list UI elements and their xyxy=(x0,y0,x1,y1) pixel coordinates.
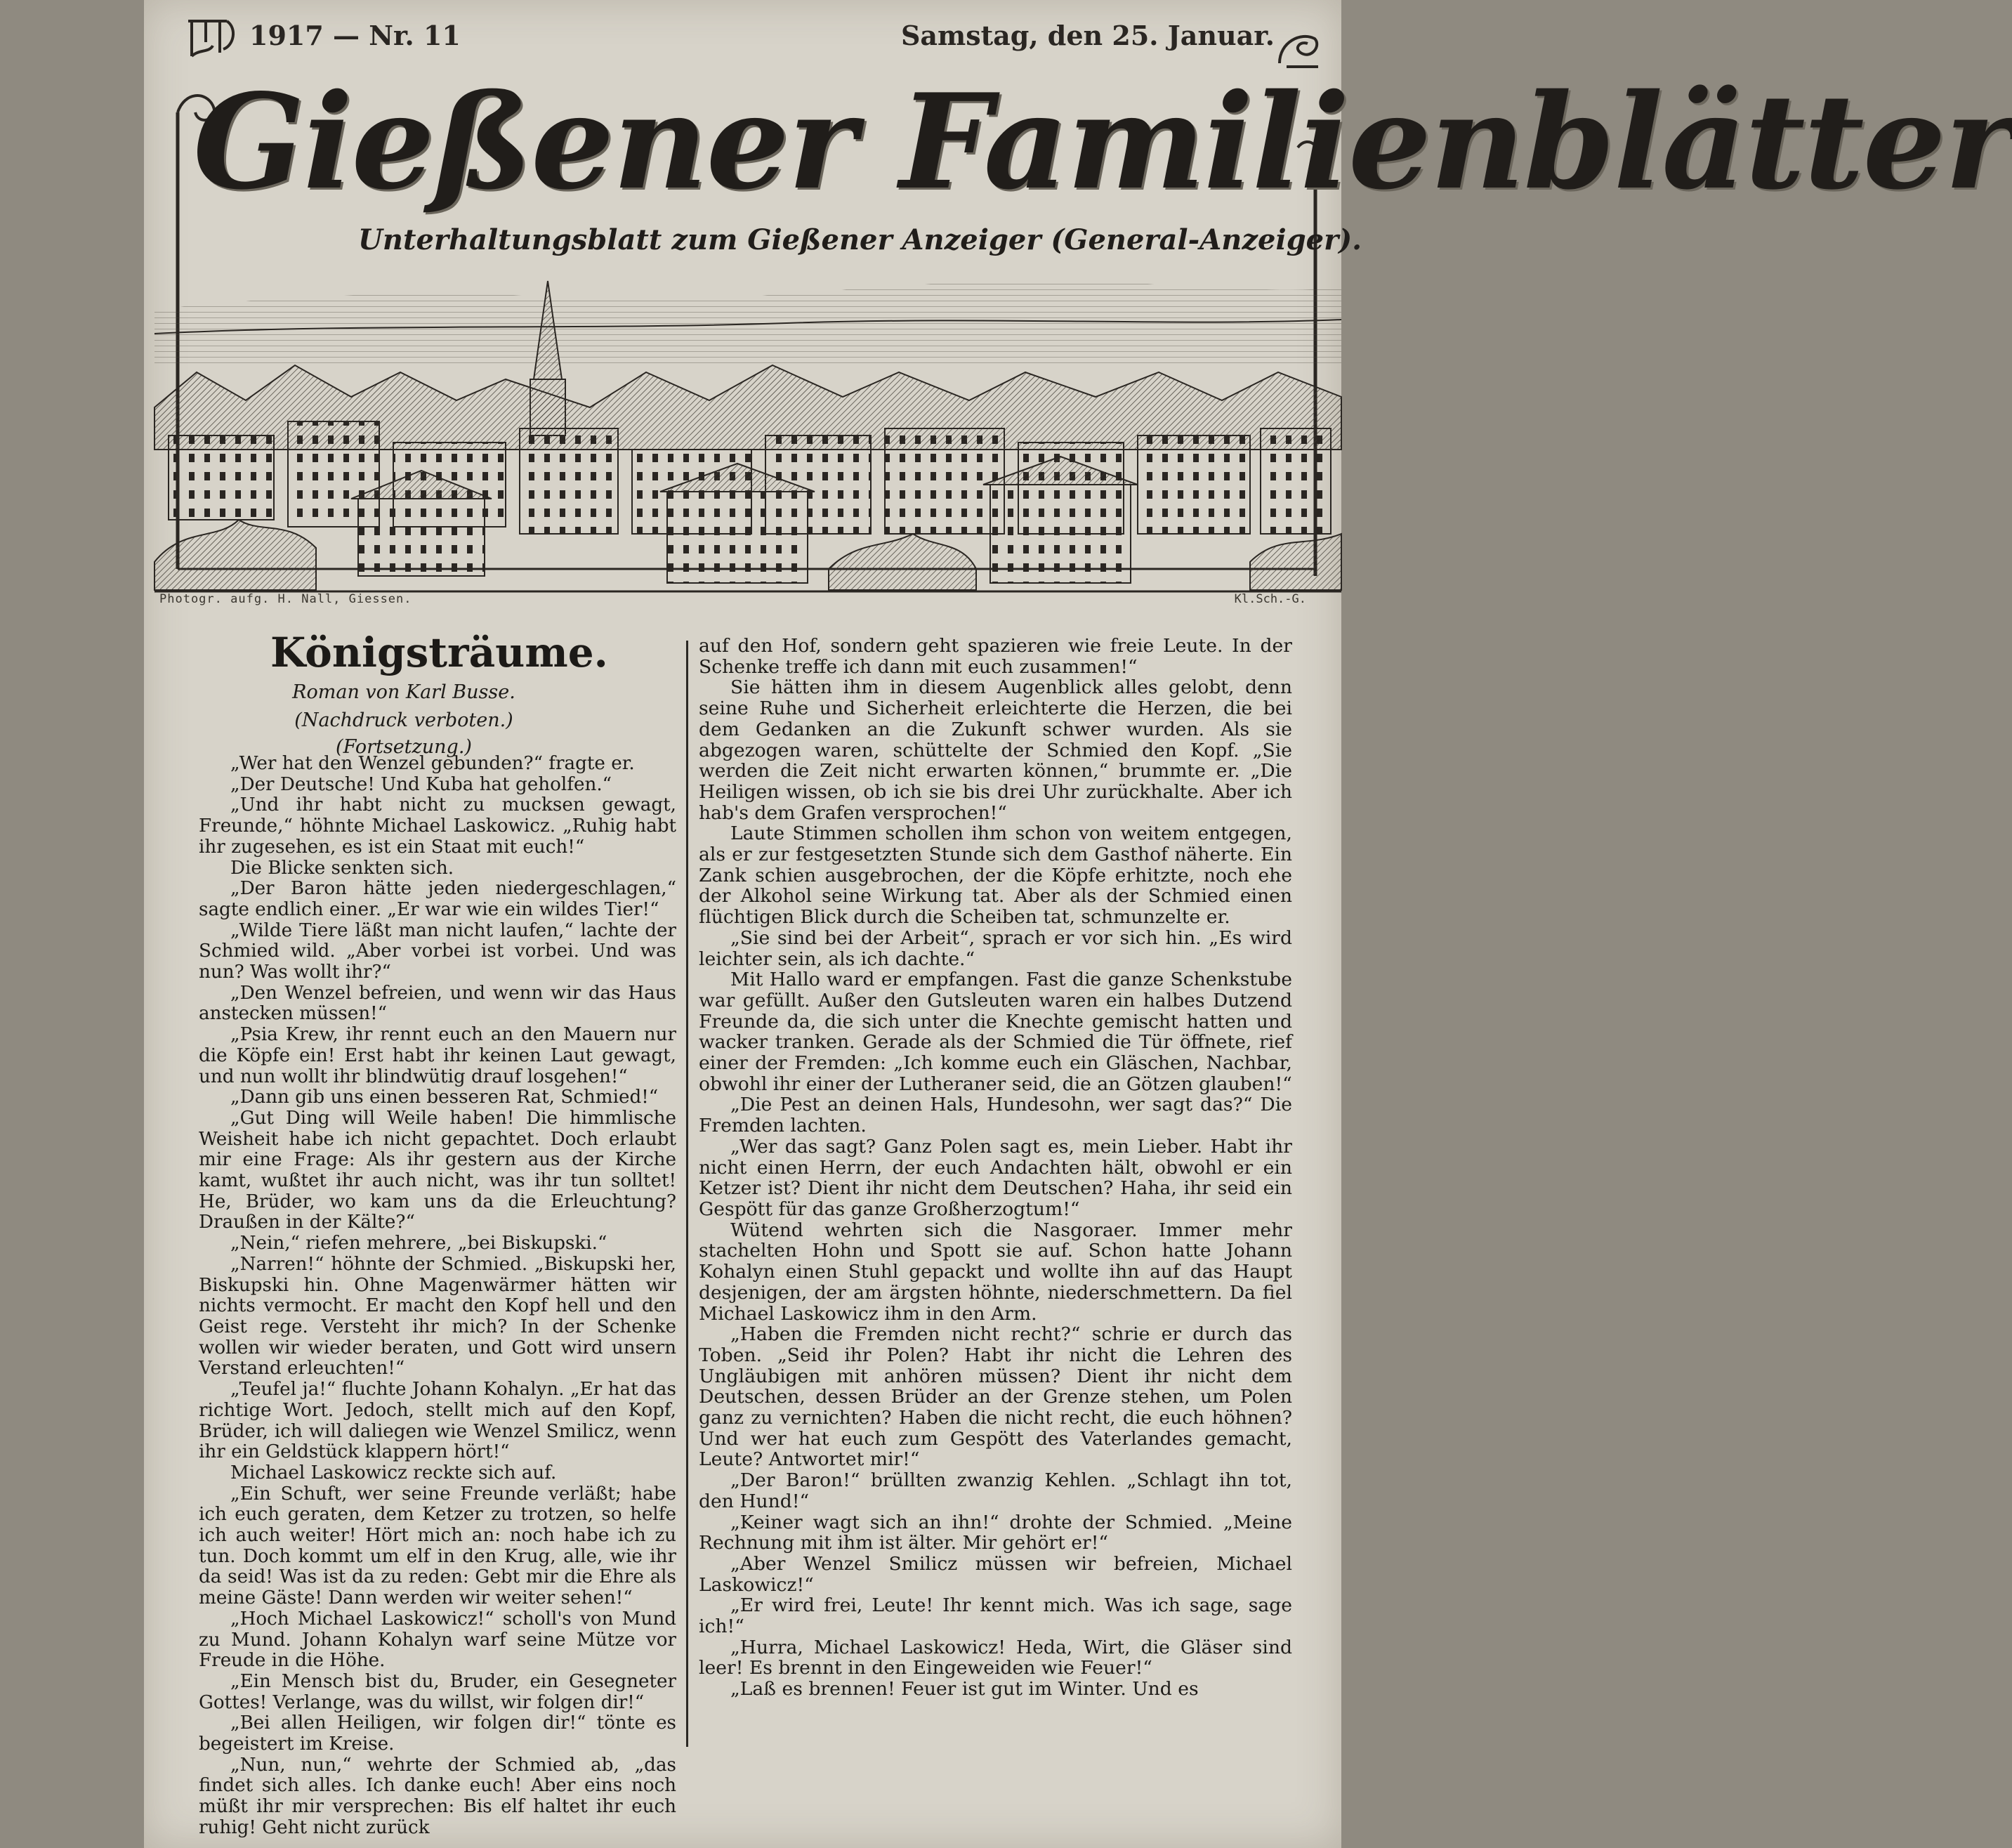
paragraph: „Wilde Tiere läßt man nicht laufen,“ lachte der Schmied wild. „Aber vorbei ist vorbei. Und was nun? Was wollt ihr?“ xyxy=(199,919,676,983)
paragraph: „Die Pest an deinen Hals, Hundesohn, wer sagt das?“ Die Fremden lachten. xyxy=(699,1094,1292,1137)
paragraph: Michael Laskowicz reckte sich auf. xyxy=(230,1462,557,1483)
issue-date: Samstag, den 25. Januar. xyxy=(900,20,1275,51)
paragraph: Sie hätten ihm in diesem Augenblick alles gelobt, denn seine Ruhe und Sicherheit erleichterte die Herzen, die bei dem Gedanken an die Zukunft schwer wurden. Als sie abgezogen waren, schüttelte der Schmied den Kopf. „Sie werden die Zeit nicht erwarten können,“ brummte er. „Die Heiligen wissen, ob ich sie bis drei Uhr zurückhalte. Aber ich hab's dem Grafen versprochen!“ xyxy=(699,676,1292,824)
paragraph: „Und ihr habt nicht zu mucksen gewagt, Freunde,“ höhnte Michael Laskowicz. „Ruhig habt ihr zugesehen, es ist ein Staat mit euch!“ xyxy=(199,794,676,858)
photo-credit: Photogr. aufg. H. Nall, Giessen. xyxy=(159,592,412,606)
paragraph: Mit Hallo ward er empfangen. Fast die ganze Schenkstube war gefüllt. Außer den Gutsleuten waren ein halbes Dutzend Freunde da, die sich unter die Knechte gemischt hatten und wacker tranken. Gerade als der Schmied die Tür öffnete, rief einer der Fremden: „Ich komme euch ein Gläschen, Nachbar, obwohl ihr einer der Lutheraner seid, die an Götzen glauben!“ xyxy=(699,969,1292,1095)
masthead-subtitle: Unterhaltungsblatt zum Gießener Anzeiger (General-Anzeiger). xyxy=(358,223,1362,256)
paragraph: „Den Wenzel befreien, und wenn wir das Haus anstecken müssen!“ xyxy=(199,982,676,1025)
paragraph: „Der Deutsche! Und Kuba hat geholfen.“ xyxy=(230,773,612,795)
engraver-credit: Kl.Sch.-G. xyxy=(1234,592,1306,606)
paragraph: „Narren!“ höhnte der Schmied. „Biskupski her, Biskupski hin. Ohne Magenwärmer hätten wir nichts vermocht. Er macht den Kopf hell und den Geist rege. Versteht ihr mich? In der Schenke wollen wir wieder beraten, und Gott wird unsern Verstand erleuchten!“ xyxy=(199,1253,676,1380)
reprint-notice: (Nachdruck verboten.) xyxy=(294,709,513,731)
text-column-right xyxy=(699,636,1292,1700)
article-byline: Roman von Karl Busse. xyxy=(292,681,515,703)
paragraph: auf den Hof, sondern geht spazieren wie freie Leute. In der Schenke treffe ich dann mit euch zusammen!“ xyxy=(699,635,1292,678)
paragraph: „Wer das sagt? Ganz Polen sagt es, mein Lieber. Habt ihr nicht einen Herrn, der euch Andachten hält, obwohl er ein Ketzer ist? Dient ihr nicht dem Deutschen? Haha, ihr seid ein Gespött für das ganze Großherzogtum!“ xyxy=(699,1135,1292,1220)
paragraph: „Psia Krew, ihr rennt euch an den Mauern nur die Köpfe ein! Erst habt ihr keinen Laut gewagt, und nun wollt ihr blindwütig drauf losgehen!“ xyxy=(199,1024,676,1087)
paragraph: „Der Baron!“ brüllten zwanzig Kehlen. „Schlagt ihn tot, den Hund!“ xyxy=(699,1469,1292,1512)
city-engraving xyxy=(154,267,1341,597)
paragraph: „Keiner wagt sich an ihn!“ drohte der Schmied. „Meine Rechnung mit ihm ist älter. Mir gehört er!“ xyxy=(699,1511,1292,1554)
paragraph: „Haben die Fremden nicht recht?“ schrie er durch das Toben. „Seid ihr Polen? Habt ihr nicht die Lehren des Ungläubigen mit anhören müssen? Dient ihr nicht dem Deutschen, dessen Brüder an der Grenze stehen, um Polen ganz zu vernichten? Haben die nicht recht, die euch höhnen? Und wer hat euch zum Gespött des Vaterlandes gemacht, Leute? Antwortet mir!“ xyxy=(699,1323,1292,1471)
column-divider xyxy=(686,641,688,1747)
paragraph: „Nun, nun,“ wehrte der Schmied ab, „das findet sich alles. Ich danke euch! Aber eins noch müßt ihr mir versprechen: Bis elf haltet ihr euch ruhig! Geht nicht zurück xyxy=(199,1754,676,1838)
continuation-note: (Fortsetzung.) xyxy=(336,736,472,758)
paragraph: „Ein Schuft, wer seine Freunde verläßt; habe ich euch geraten, dem Ketzer zu trotzen, so helfe ich auch weiter! Hört mich an: noch habe ich zu tun. Doch kommt um elf in den Krug, alle, wie ihr da seid! Was ist da zu reden: Gebt mir die Ehre als meine Gäste! Dann werden wir weiter sehen!“ xyxy=(199,1483,676,1609)
paragraph: „Wer hat den Wenzel gebunden?“ fragte er. xyxy=(230,753,635,774)
paragraph: Die Blicke senkten sich. xyxy=(230,857,454,879)
paragraph: „Der Baron hätte jeden niedergeschlagen,“ sagte endlich einer. „Er war wie ein wildes Tier!“ xyxy=(199,878,676,920)
paragraph: „Dann gib uns einen besseren Rat, Schmied!“ xyxy=(230,1087,659,1108)
paragraph: „Hurra, Michael Laskowicz! Heda, Wirt, die Gläser sind leer! Es brennt in den Eingeweiden wie Feuer!“ xyxy=(699,1636,1292,1679)
paragraph: „Bei allen Heiligen, wir folgen dir!“ tönte es begeistert im Kreise. xyxy=(199,1712,676,1755)
paragraph: Wütend wehrten sich die Nasgoraer. Immer mehr stachelten Hohn und Spott sie auf. Schon hatte Johann Kohalyn einen Stuhl gepackt und wollte ihn auf das Haupt desjenigen, der am ärgsten höhnte, niederschmettern. Da fiel Michael Laskowicz ihm in den Arm. xyxy=(699,1219,1292,1325)
paragraph: „Nein,“ riefen mehrere, „bei Biskupski.“ xyxy=(230,1233,607,1254)
article-title: Königsträume. xyxy=(270,629,608,676)
issue-number: 1917 — Nr. 11 xyxy=(249,20,461,51)
newspaper-page xyxy=(144,0,2012,1848)
paragraph: „Teufel ja!“ fluchte Johann Kohalyn. „Er hat das richtige Wort. Jedoch, stellt mich auf den Kopf, Brüder, ich will daliegen wie Wenzel Smilicz, wenn ihr ein Geldstück klappern hört!“ xyxy=(199,1379,676,1463)
paragraph: Laute Stimmen schollen ihm schon von weitem entgegen, als er zur festgesetzten Stunde sich dem Gasthof näherte. Ein Zank schien ausgebrochen, der die Köpfe erhitzte, noch ehe der Alkohol seine Wirkung tat. Aber als der Schmied einen flüchtigen Blick durch die Scheiben tat, schmunzelte er. xyxy=(699,823,1292,929)
paragraph: „Sie sind bei der Arbeit“, sprach er vor sich hin. „Es wird leichter sein, als ich dachte.“ xyxy=(699,926,1292,970)
masthead-title: Gießener Familienblätter xyxy=(193,65,2012,218)
paragraph: „Er wird frei, Leute! Ihr kennt mich. Was ich sage, sage ich!“ xyxy=(699,1594,1292,1638)
paragraph: „Ein Mensch bist du, Bruder, ein Gesegneter Gottes! Verlange, was du willst, wir folgen dir!“ xyxy=(199,1670,676,1713)
paragraph: „Hoch Michael Laskowicz!“ scholl's von Mund zu Mund. Johann Kohalyn warf seine Mütze vor Freude in die Höhe. xyxy=(199,1608,676,1672)
text-column-left xyxy=(199,754,676,1839)
paragraph: „Gut Ding will Weile haben! Die himmlische Weisheit habe ich nicht gepachtet. Doch erlaubt mir eine Frage: Als ihr gestern aus der Kirche kamt, wußtet ihr auch nicht, was ihr tun solltet! He, Brüder, wo kam uns da die Erleuchtung? Draußen in der Kälte?“ xyxy=(199,1107,676,1233)
paragraph: „Aber Wenzel Smilicz müssen wir befreien, Michael Laskowicz!“ xyxy=(699,1552,1292,1596)
paragraph: „Laß es brennen! Feuer ist gut im Winter. Und es xyxy=(730,1678,1199,1700)
